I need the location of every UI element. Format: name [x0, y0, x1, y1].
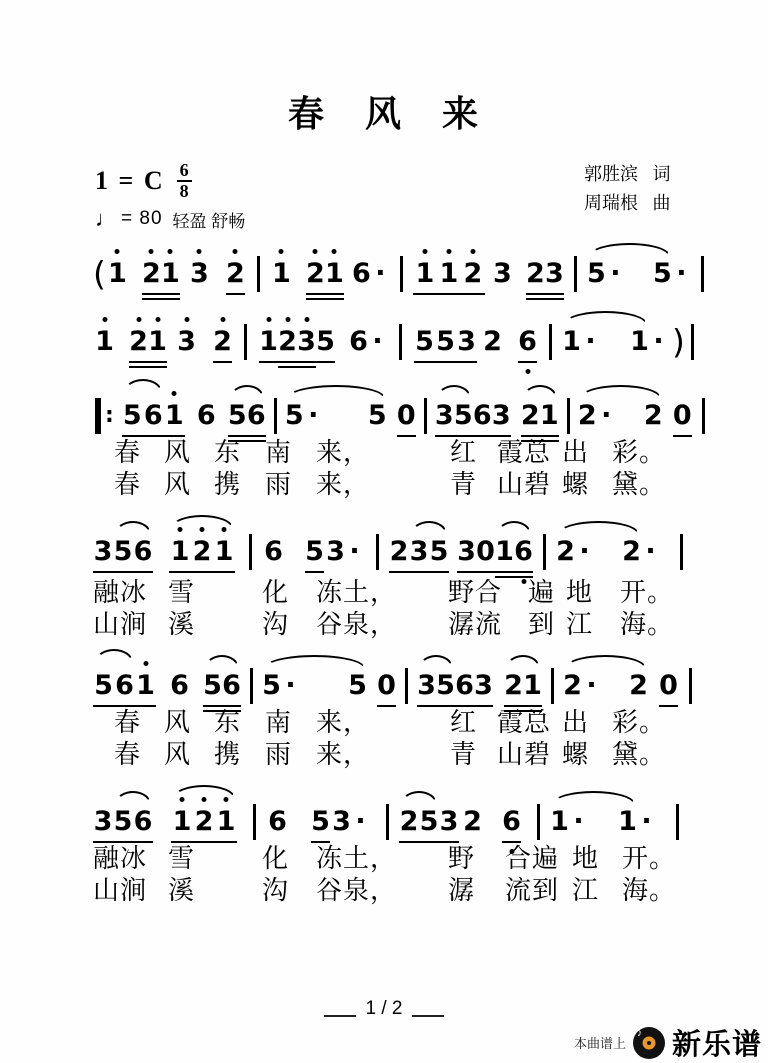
lyric-syllable: 野合 [448, 578, 503, 607]
lyric-syllable: 风 [164, 438, 192, 467]
site-watermark[interactable] [574, 1022, 762, 1063]
note-group: 2 [483, 326, 502, 357]
lyric-syllable: 融冰 [93, 578, 148, 607]
note-group: 2 1 [142, 257, 180, 291]
lyric-syllable: 遍 [528, 578, 556, 607]
note-group: 6 [502, 805, 521, 839]
watermark-prefix: 本曲谱上 [573, 1036, 626, 1051]
music-line-5 [93, 666, 692, 706]
lyric-syllable: 海。 [620, 610, 675, 639]
lyric-syllable: 青 [450, 470, 478, 499]
repeat-sign: : [95, 398, 114, 434]
barline [250, 668, 253, 704]
lyric-syllable: 地 [572, 844, 600, 873]
note-group: 1 [272, 257, 291, 291]
lyric-syllable: 山 [497, 740, 525, 769]
lyric-syllable: 江 [572, 876, 600, 905]
note-group: 0 [377, 669, 396, 703]
note-group: 6 [518, 325, 537, 359]
lyric-syllable: 总 [524, 438, 552, 467]
quarter-note-icon: ♩ [95, 206, 117, 231]
site-logo-text: 新乐谱 [671, 1027, 762, 1061]
lyric-syllable: 海。 [622, 876, 677, 905]
lyric-syllable: 风 [164, 740, 192, 769]
barline [424, 398, 427, 434]
lyric-syllable: 雨 [265, 740, 293, 769]
note-group: 3 · [332, 806, 366, 837]
note-group: 1 [95, 325, 114, 359]
note-group: 3 5 6 3 [417, 669, 493, 703]
music-line-4 [93, 532, 683, 572]
lyric-syllable: 来， [316, 708, 371, 737]
note-group: 1 2 3 5 [259, 325, 335, 359]
lyric-syllable: 碧 [524, 740, 552, 769]
barline [574, 256, 577, 292]
song-title: 春 风 来 [287, 94, 480, 134]
page-number: 1 / 2 [365, 998, 403, 1019]
note-group: 3 5 6 3 [435, 399, 511, 433]
lyric-syllable: 来， [316, 470, 371, 499]
tempo-expression: 轻盈 舒畅 [172, 211, 246, 231]
note-group: 2 1 [504, 669, 542, 703]
lyric-syllable: 流到 [505, 876, 560, 905]
barline [244, 324, 247, 360]
lyric-syllable: 螺 [562, 740, 590, 769]
lyricist-credit: 郭胜滨 词 [584, 164, 671, 184]
music-note-icon: ♪ [636, 1027, 642, 1039]
note-group: 6 [268, 806, 287, 837]
page-indicator [0, 998, 768, 1020]
note-group: 3 · [326, 536, 360, 567]
note-group: 5 · 5 [285, 399, 387, 433]
note-group: 6 · [349, 326, 383, 357]
barline [701, 256, 704, 292]
lyric-syllable: 彩。 [612, 438, 667, 467]
lyric-syllable: 溪 [168, 610, 196, 639]
note-group: 6 [170, 670, 189, 701]
lyric-syllable: 携 [214, 740, 242, 769]
lyric-syllable: 潺流 [448, 610, 503, 639]
lyric-syllable: 冻土， [316, 578, 398, 607]
barline [405, 668, 408, 704]
lyric-syllable: 雪 [168, 844, 196, 873]
barline [376, 534, 379, 570]
note-group: 3 [492, 258, 512, 289]
music-line-2 [95, 322, 694, 362]
barline [249, 534, 252, 570]
lyric-syllable: 到 [528, 610, 556, 639]
note-group: 0 [659, 669, 678, 703]
note-group: 2 1 [306, 257, 344, 291]
barline [399, 324, 402, 360]
note-group: 5 · 5 · [587, 257, 691, 291]
lyric-syllable: 雪 [168, 578, 196, 607]
lyric-syllable: 野 [448, 844, 476, 873]
lyric-syllable: 山涧 [93, 610, 148, 639]
lyric-syllable: 冻土， [316, 844, 398, 873]
lyric-syllable: 山 [497, 470, 525, 499]
lyric-syllable: 黛。 [612, 470, 667, 499]
note-group: 2 3 5 [389, 535, 449, 569]
lyric-syllable: 谷泉， [316, 876, 398, 905]
note-group: 0 [673, 399, 692, 433]
lyric-syllable: 彩。 [612, 708, 667, 737]
lyric-syllable: 黛。 [612, 740, 667, 769]
barline [551, 668, 554, 704]
lyric-syllable: 潺 [448, 876, 476, 905]
page-dash-right [412, 1015, 444, 1017]
note-group: 2 1 [521, 399, 559, 433]
lyric-syllable: 江 [566, 610, 594, 639]
barline [691, 324, 694, 360]
lyric-syllable: 谷泉， [316, 610, 398, 639]
composer-credit: 周瑞根 曲 [584, 193, 671, 213]
lyric-syllable: 风 [164, 470, 192, 499]
note-group: 2 · 2 · [556, 535, 660, 569]
note-group: 0 [397, 399, 416, 433]
page-dash-left [324, 1015, 356, 1017]
music-line-3 [95, 396, 705, 436]
lyric-syllable: 融冰 [93, 844, 148, 873]
lyric-syllable: 开。 [622, 844, 677, 873]
lyric-syllable: 南 [265, 438, 293, 467]
time-signature-numerator: 6 [177, 162, 192, 182]
lyric-syllable: 出 [562, 438, 590, 467]
lyric-syllable: 开。 [620, 578, 675, 607]
barline [257, 256, 260, 292]
barline [386, 804, 389, 840]
lyric-syllable: 风 [164, 708, 192, 737]
note-group: 2 1 [129, 325, 167, 359]
lyric-syllable: 东 [214, 438, 242, 467]
note-group: 5 5 3 [414, 325, 477, 359]
note-group: 1 2 1 [171, 805, 237, 839]
time-signature [177, 162, 192, 200]
note-group: 2 [463, 806, 482, 837]
note-group: 2 [213, 325, 232, 359]
barline [400, 256, 403, 292]
note-group: 2 · 2 [578, 399, 663, 433]
note-group: 5 6 1 [122, 399, 185, 433]
note-group: 5 6 1 [93, 669, 156, 703]
note-group: 1 1 2 [413, 257, 485, 291]
lyric-syllable: 来， [316, 438, 371, 467]
lyric-syllable: 春 [114, 708, 142, 737]
lyric-syllable: 霞 [497, 438, 525, 467]
note-group: 2 [226, 257, 245, 291]
lyric-syllable: 春 [114, 438, 142, 467]
note-group: 2 · 2 [563, 669, 648, 703]
key-label: 1 = C [95, 166, 165, 195]
barline [549, 324, 552, 360]
note-group: 3 5 6 [93, 805, 153, 839]
note-group: 5 6 [203, 669, 241, 703]
note-group: 3 0 1 6 [457, 535, 533, 569]
lyric-syllable: 合遍 [505, 844, 560, 873]
note-group: 1 · 1 · [550, 805, 656, 839]
key-signature [95, 162, 192, 200]
lyric-syllable: 总 [524, 708, 552, 737]
note-group: 5 [305, 535, 324, 569]
lyric-syllable: 化 [262, 844, 290, 873]
lyric-syllable: 雨 [265, 470, 293, 499]
lyric-syllable: 青 [450, 740, 478, 769]
lyric-syllable: 沟 [262, 876, 290, 905]
parenthesis: ) [672, 322, 685, 361]
lyric-syllable: 霞 [497, 708, 525, 737]
barline [537, 804, 540, 840]
barline [274, 398, 277, 434]
barline [702, 398, 705, 434]
lyric-syllable: 碧 [524, 470, 552, 499]
lyric-syllable: 螺 [562, 470, 590, 499]
note-group: 2 5 3 [399, 805, 459, 839]
vinyl-record-icon [633, 1027, 665, 1059]
note-group: 2 3 [526, 257, 564, 291]
lyric-syllable: 出 [562, 708, 590, 737]
note-group: 3 [177, 325, 196, 359]
barline [253, 804, 256, 840]
barline [543, 534, 546, 570]
note-group: 5 · 5 [262, 669, 367, 703]
note-group: 5 [311, 805, 330, 839]
lyric-syllable: 春 [114, 740, 142, 769]
lyric-syllable: 红 [450, 708, 478, 737]
lyric-syllable: 沟 [262, 610, 290, 639]
note-group: 6 · [351, 258, 386, 289]
music-line-6 [93, 802, 679, 842]
barline [680, 534, 683, 570]
note-group: 6 [264, 536, 283, 567]
music-line-1 [93, 254, 704, 294]
note-group: 3 [190, 257, 209, 291]
lyric-syllable: 化 [262, 578, 290, 607]
barline [689, 668, 692, 704]
barline [567, 398, 570, 434]
lyric-syllable: 来， [316, 740, 371, 769]
lyric-syllable: 山涧 [93, 876, 148, 905]
lyric-syllable: 东 [214, 708, 242, 737]
lyric-syllable: 南 [265, 708, 293, 737]
lyric-syllable: 地 [566, 578, 594, 607]
credits [584, 160, 671, 218]
time-signature-denominator: 8 [179, 181, 189, 201]
note-group: 1 [108, 257, 127, 291]
barline [676, 804, 679, 840]
parenthesis: ( [93, 254, 106, 293]
tempo-value: = 80 [121, 208, 163, 229]
lyric-syllable: 携 [214, 470, 242, 499]
lyric-syllable: 红 [450, 438, 478, 467]
note-group: 3 5 6 [93, 535, 153, 569]
lyric-syllable: 溪 [168, 876, 196, 905]
note-group: 1 2 1 [169, 535, 235, 569]
note-group: 6 [196, 400, 216, 431]
tempo-marking [95, 206, 245, 232]
note-group: 5 6 [228, 399, 266, 433]
lyric-syllable: 春 [114, 470, 142, 499]
note-group: 1 · 1 · [562, 325, 668, 359]
